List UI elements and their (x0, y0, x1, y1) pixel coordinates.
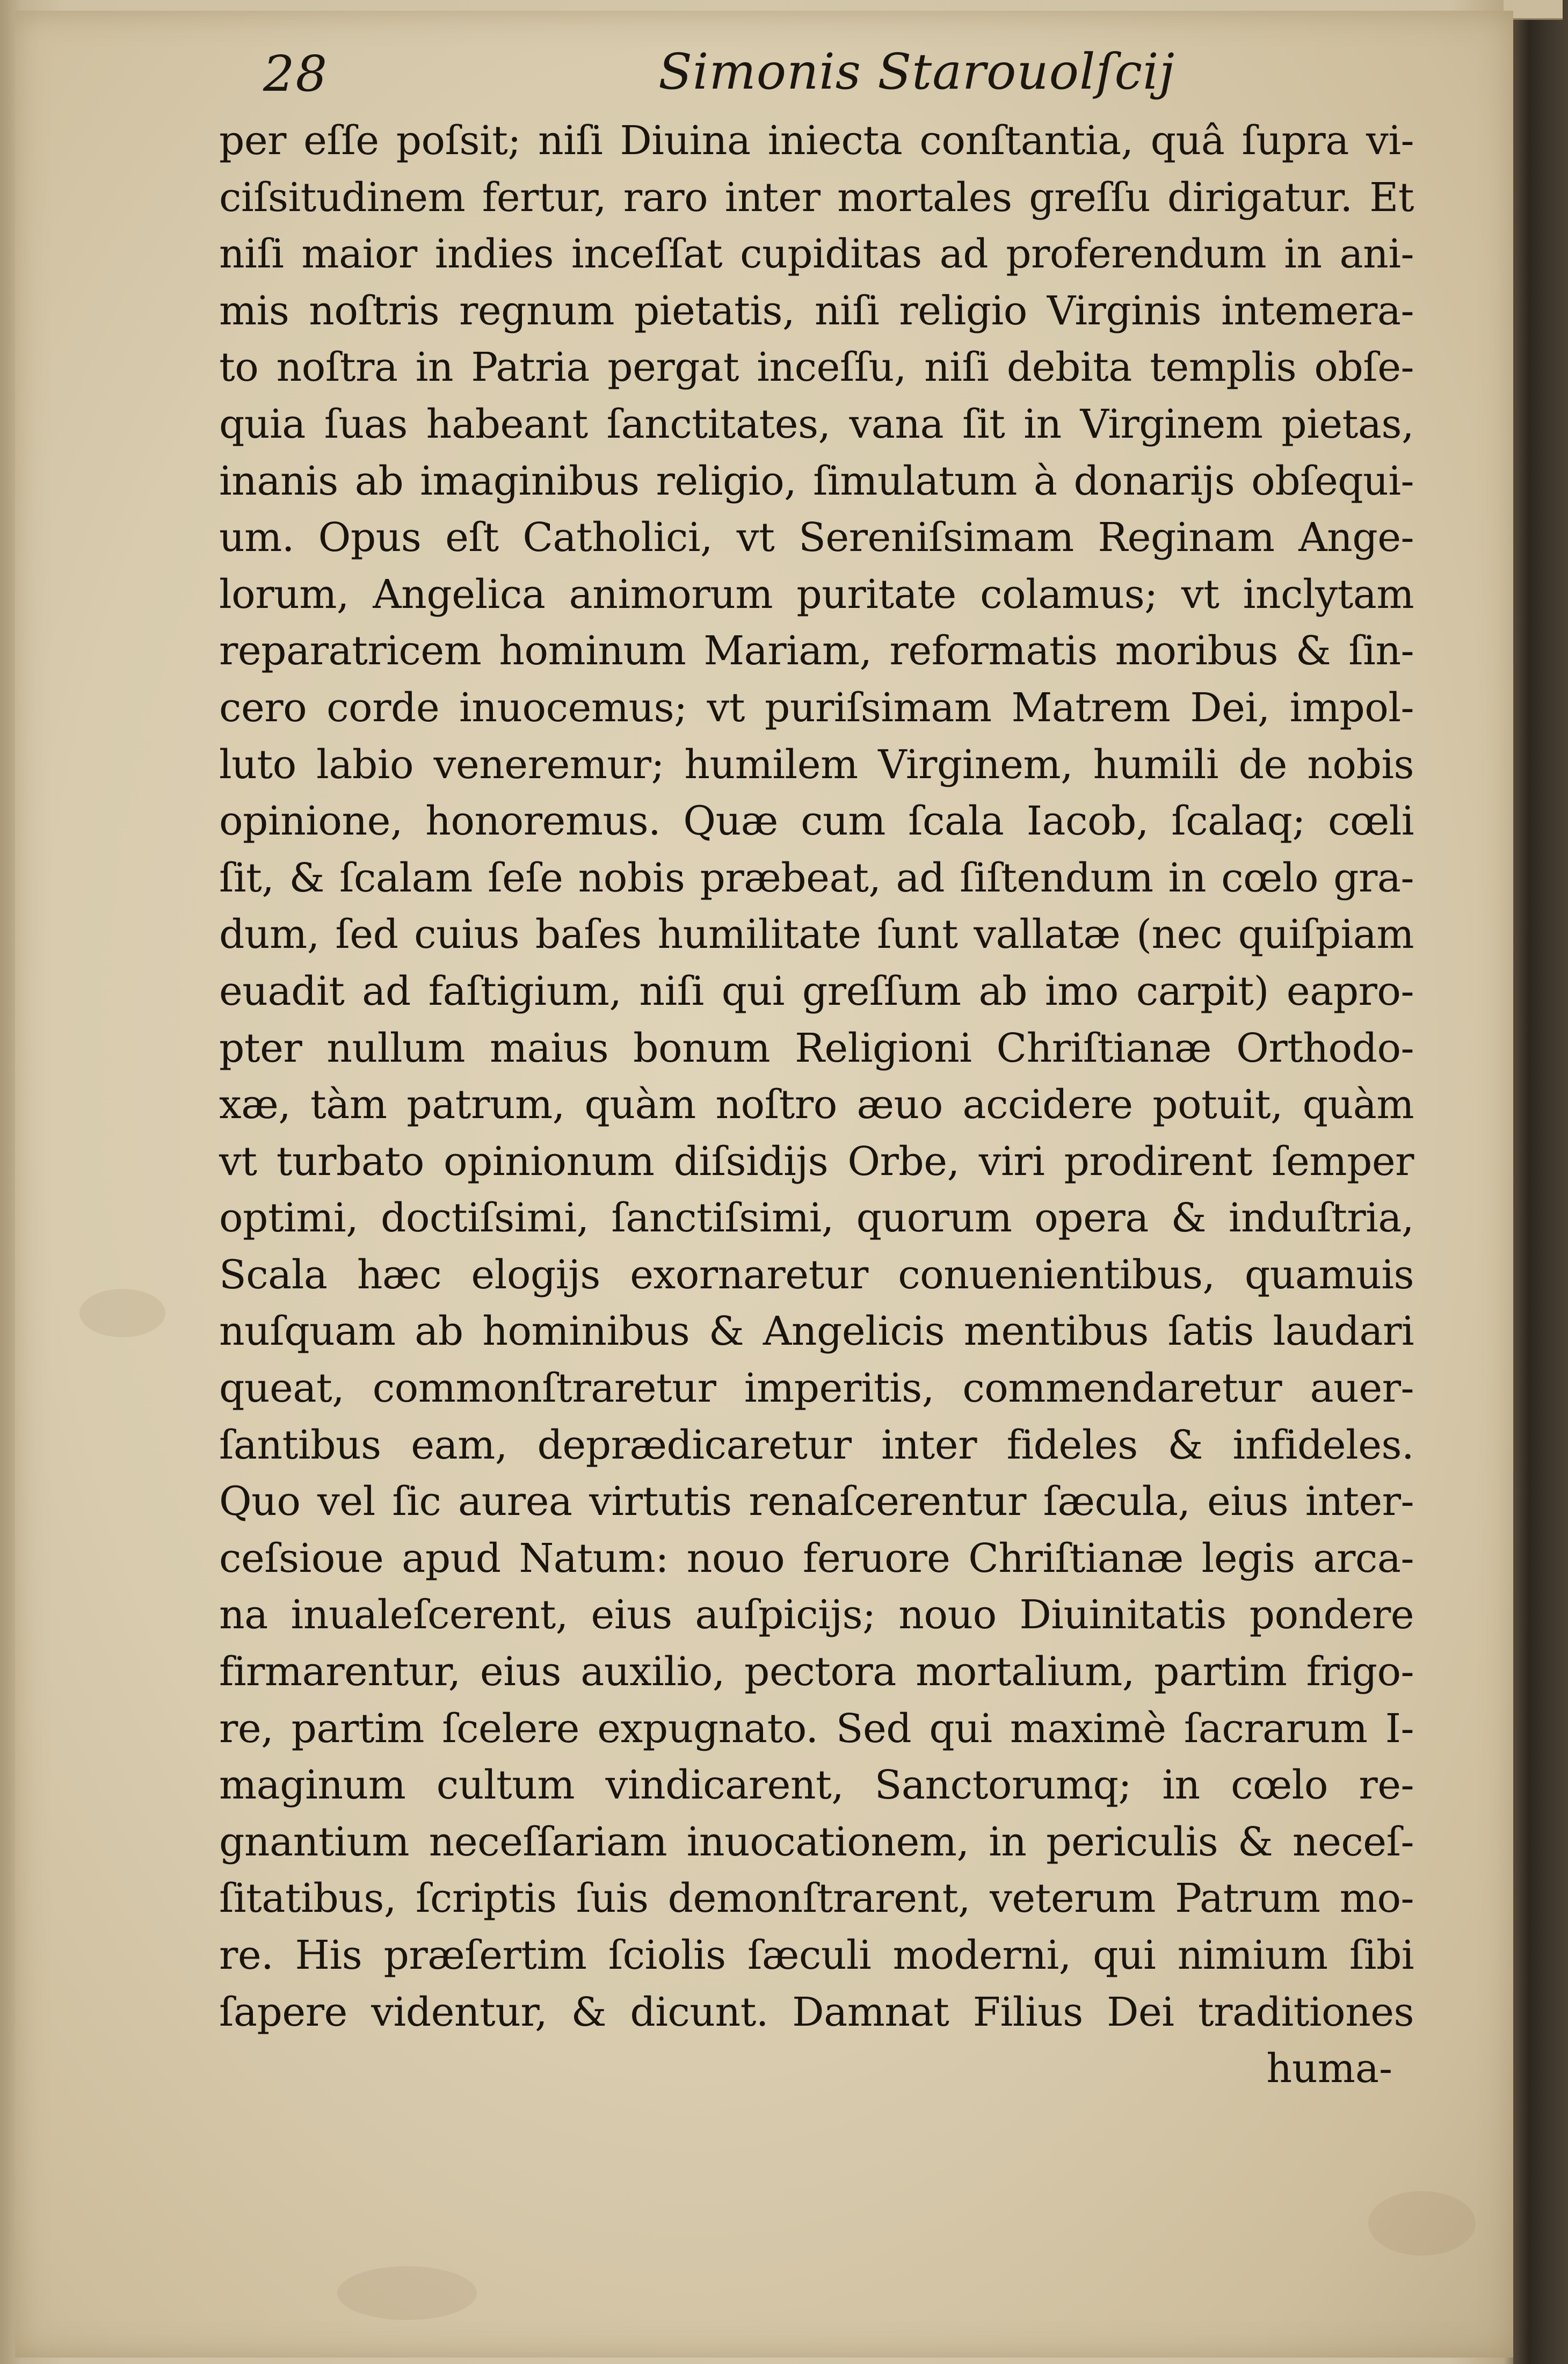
text-line: cero corde inuocemus; vt puriſsimam Matrem Dei, impol- (219, 684, 1414, 731)
text-line: queat, commonſtraretur imperitis, commendaretur auer- (219, 1365, 1414, 1412)
paper-stain (79, 1289, 165, 1337)
text-line: nuſquam ab hominibus & Angelicis mentibus ſatis laudari (219, 1308, 1414, 1355)
text-line: niſi maior indies inceſſat cupiditas ad proferendum in ani- (219, 231, 1414, 278)
text-line: gnantium neceſſariam inuocationem, in periculis & neceſ- (219, 1818, 1414, 1865)
paper-stain (337, 2266, 477, 2320)
body-text (219, 113, 1414, 2098)
text-line: lorum, Angelica animorum puritate colamus; vt inclytam (219, 571, 1414, 618)
page-leaf (15, 11, 1513, 2358)
text-line: vt turbato opinionum diſsidijs Orbe, viri prodirent ſemper (219, 1138, 1414, 1185)
text-line: pter nullum maius bonum Religioni Chriſtianæ Orthodo- (219, 1025, 1414, 1071)
text-line: reparatricem hominum Mariam, reformatis moribus & ſin- (219, 628, 1414, 675)
text-line: mis noſtris regnum pietatis, niſi religio Virginis intemera- (219, 287, 1414, 334)
text-line: na inualeſcerent, eius auſpicijs; nouo Diuinitatis pondere (219, 1592, 1414, 1638)
text-line: quia ſuas habeant ſanctitates, vana ſit in Virginem pietas, (219, 401, 1414, 447)
text-line: ſitatibus, ſcriptis ſuis demonſtrarent, veterum Patrum mo- (219, 1875, 1414, 1922)
running-title: Simonis Starouolſcij (658, 43, 1175, 100)
text-line: Scala hæc elogijs exornaretur conuenientibus, quamuis (219, 1251, 1414, 1298)
text-line: Quo vel ſic aurea virtutis renaſcerentur ſæcula, eius inter- (219, 1478, 1414, 1525)
text-line: re, partim ſcelere expugnato. Sed qui maximè ſacrarum I- (219, 1705, 1414, 1752)
text-line: re. His præſertim ſciolis ſæculi moderni, qui nimium ſibi (219, 1932, 1414, 1978)
text-line: euadit ad faſtigium, niſi qui greſſum ab imo carpit) eapro- (219, 968, 1414, 1014)
page-header (15, 39, 1513, 114)
text-line: optimi, doctiſsimi, ſanctiſsimi, quorum opera & induſtria, (219, 1195, 1414, 1242)
text-line: inanis ab imaginibus religio, ſimulatum à donarijs obſequi- (219, 458, 1414, 504)
text-line: ceſsioue apud Natum: nouo feruore Chriſtianæ legis arca- (219, 1535, 1414, 1582)
catchword: huma- (1266, 2046, 1392, 2092)
text-line: dum, ſed cuius baſes humilitate ſunt vallatæ (nec quiſpiam (219, 911, 1414, 958)
binding-edge (1513, 0, 1568, 2364)
text-line: per eſſe poſsit; niſi Diuina iniecta conſtantia, quâ ſupra vi- (219, 118, 1414, 164)
text-line: xæ, tàm patrum, quàm noſtro æuo accidere potuit, quàm (219, 1082, 1414, 1128)
paper-stain (1368, 2191, 1476, 2256)
text-line: firmarentur, eius auxilio, pectora mortalium, partim frigo- (219, 1649, 1414, 1695)
text-line: opinione, honoremus. Quæ cum ſcala Iacob, ſcalaq; cœli (219, 798, 1414, 845)
page-number: 28 (263, 45, 329, 103)
catchword-row (219, 2041, 1414, 2098)
text-line: ſapere videntur, & dicunt. Damnat Filius Dei traditiones (219, 1989, 1414, 2035)
text-line: luto labio veneremur; humilem Virginem, humili de nobis (219, 741, 1414, 788)
text-line: um. Opus eſt Catholici, vt Sereniſsimam Reginam Ange- (219, 514, 1414, 561)
text-line: maginum cultum vindicarent, Sanctorumq; in cœlo re- (219, 1762, 1414, 1809)
text-line: to noſtra in Patria pergat inceſſu, niſi debita templis obſe- (219, 344, 1414, 391)
text-line: ſit, & ſcalam ſeſe nobis præbeat, ad ſiſtendum in cœlo gra- (219, 854, 1414, 901)
text-line: ciſsitudinem fertur, raro inter mortales greſſu dirigatur. Et (219, 174, 1414, 221)
text-line: ſantibus eam, deprædicaretur inter fideles & infideles. (219, 1422, 1414, 1468)
